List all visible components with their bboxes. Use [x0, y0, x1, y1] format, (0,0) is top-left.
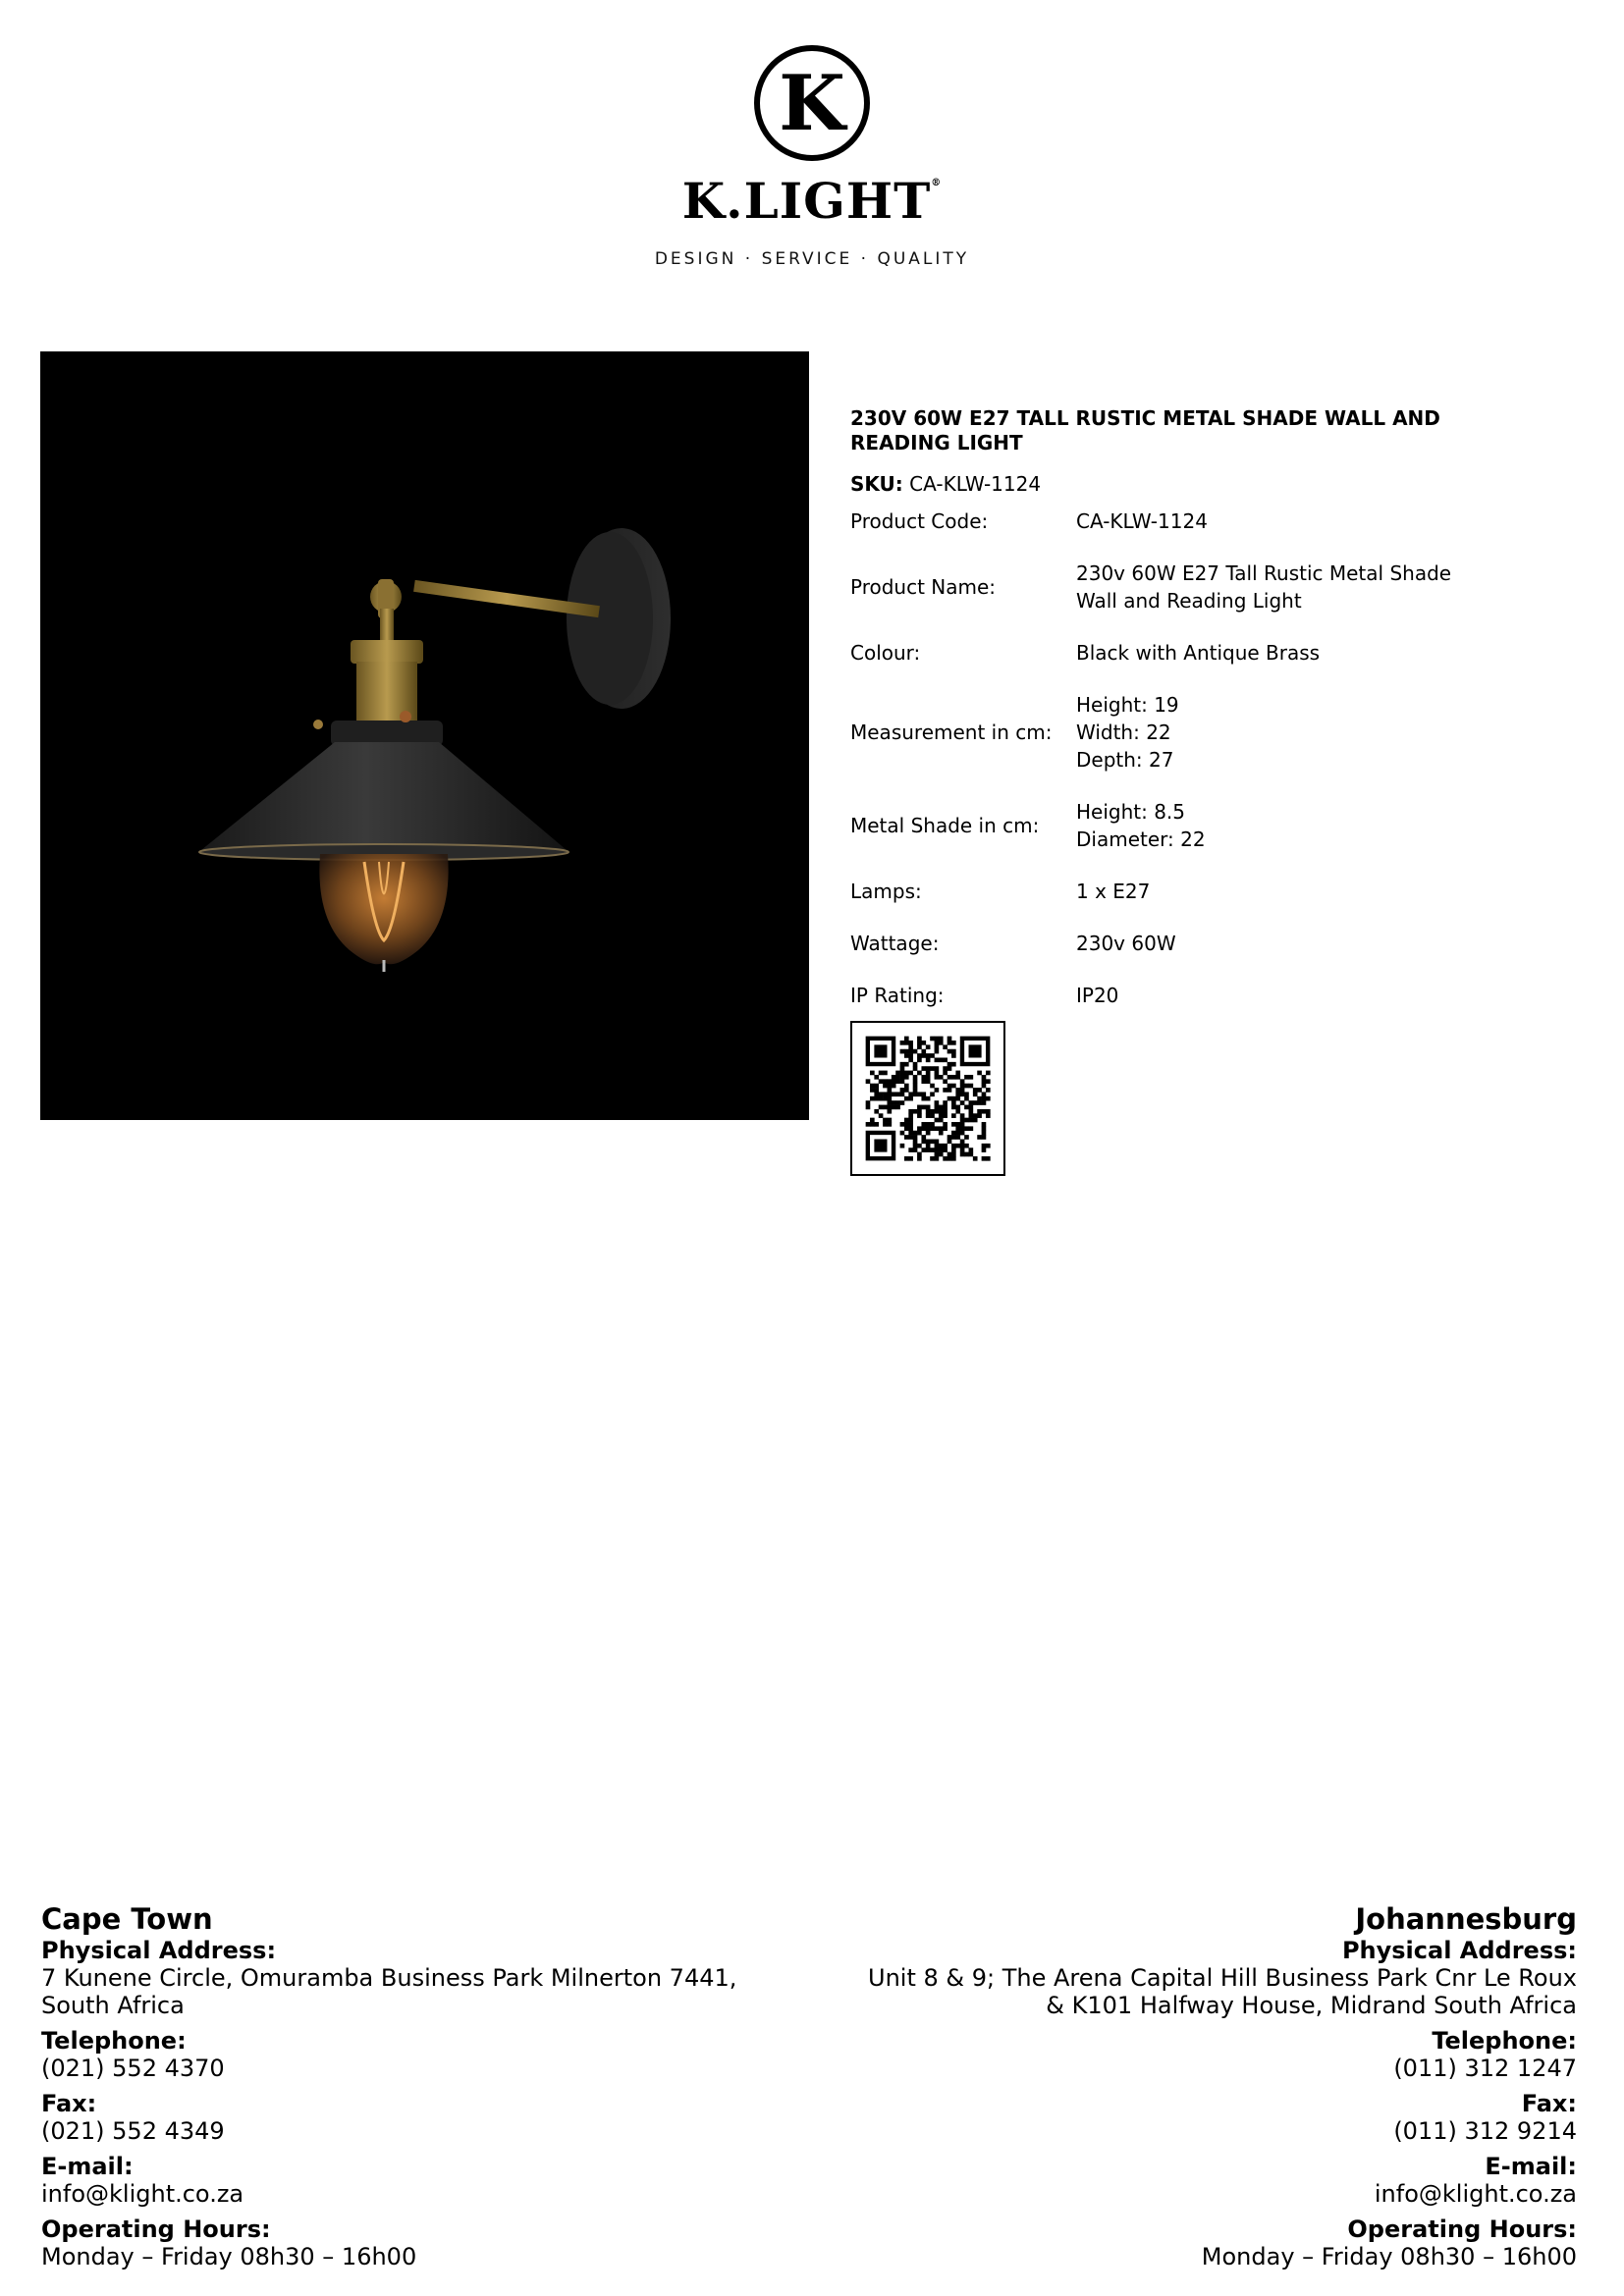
spec-value	[1076, 691, 1451, 774]
sku-label: SKU:	[850, 472, 903, 496]
spec-label: Product Code:	[850, 509, 989, 533]
spec-row-lamps	[850, 878, 1451, 905]
product-details	[850, 406, 1577, 1176]
wall-lamp-illustration	[40, 351, 809, 1120]
spec-value: CA-KLW-1124	[1076, 509, 1208, 533]
spec-row-shade	[850, 798, 1451, 853]
spec-row-colour	[850, 639, 1451, 667]
city-name: Johannesburg	[1355, 1902, 1577, 1936]
spec-value-line: Depth: 27	[1076, 748, 1174, 772]
fax-value: (021) 552 4349	[41, 2117, 225, 2145]
address-label: Physical Address:	[41, 1937, 277, 1964]
address-line: South Africa	[41, 1992, 185, 2019]
hours-value: Monday – Friday 08h30 – 16h00	[1201, 2243, 1577, 2270]
spec-label: IP Rating:	[850, 984, 945, 1007]
email-label: E-mail:	[41, 2153, 134, 2180]
qr-code-icon	[850, 1021, 1005, 1176]
address-line: Unit 8 & 9; The Arena Capital Hill Business Park Cnr Le Roux	[868, 1964, 1577, 1992]
sku-line	[850, 472, 1577, 496]
footer-cape-town	[41, 1903, 827, 2270]
spec-value: Black with Antique Brass	[1076, 641, 1321, 665]
spec-label: Metal Shade in cm:	[850, 814, 1040, 837]
spec-value-line: Width: 22	[1076, 721, 1171, 744]
spec-row-name	[850, 560, 1451, 614]
telephone-label: Telephone:	[41, 2027, 187, 2055]
spec-row-wattage	[850, 930, 1451, 957]
spec-value-line: 230v 60W E27 Tall Rustic Metal Shade	[1076, 561, 1452, 585]
spec-label: Measurement in cm:	[850, 721, 1053, 744]
telephone-value: (011) 312 1247	[1393, 2055, 1577, 2082]
spec-value: 1 x E27	[1076, 880, 1151, 903]
hours-label: Operating Hours:	[41, 2216, 271, 2243]
fax-label: Fax:	[41, 2090, 97, 2117]
brand-name	[0, 172, 1624, 230]
spec-value-line: Height: 8.5	[1076, 800, 1186, 824]
brand-tagline: DESIGN · SERVICE · QUALITY	[654, 249, 970, 269]
city-name: Cape Town	[41, 1902, 213, 1936]
spec-row-ip	[850, 982, 1451, 1009]
sku-value: CA-KLW-1124	[909, 472, 1042, 496]
product-photo	[40, 351, 809, 1120]
spec-label: Lamps:	[850, 880, 922, 903]
spec-value	[1076, 560, 1451, 614]
hours-value: Monday – Friday 08h30 – 16h00	[41, 2243, 417, 2270]
telephone-value: (021) 552 4370	[41, 2055, 225, 2082]
address-line: 7 Kunene Circle, Omuramba Business Park Milnerton 7441,	[41, 1964, 737, 1992]
footer-johannesburg	[791, 1903, 1577, 2270]
hours-label: Operating Hours:	[1347, 2216, 1577, 2243]
spec-value: 230v 60W	[1076, 932, 1176, 955]
spec-label: Colour:	[850, 641, 921, 665]
spec-table	[850, 507, 1451, 1009]
spec-value	[1076, 798, 1451, 853]
spec-value-line: Diameter: 22	[1076, 828, 1206, 851]
spec-value-line: Height: 19	[1076, 693, 1179, 717]
logo-letter: K	[779, 59, 845, 148]
email-value: info@klight.co.za	[41, 2180, 244, 2208]
spec-value: IP20	[1076, 984, 1119, 1007]
spec-row-code	[850, 507, 1451, 535]
fax-value: (011) 312 9214	[1393, 2117, 1577, 2145]
spec-label: Wattage:	[850, 932, 940, 955]
registered-mark: ®	[931, 178, 943, 188]
spec-label: Product Name:	[850, 575, 997, 599]
telephone-label: Telephone:	[1432, 2027, 1577, 2055]
product-title: 230V 60W E27 TALL RUSTIC METAL SHADE WALL AND READING LIGHT	[850, 406, 1440, 454]
brand-name-text: K.LIGHT	[681, 172, 932, 230]
address-line: & K101 Halfway House, Midrand South Africa	[1046, 1992, 1577, 2019]
k-logo-icon	[752, 43, 872, 163]
fax-label: Fax:	[1521, 2090, 1577, 2117]
email-label: E-mail:	[1485, 2153, 1577, 2180]
spec-value-line: Wall and Reading Light	[1076, 589, 1302, 613]
address-label: Physical Address:	[1341, 1937, 1577, 1964]
spec-row-measurement	[850, 691, 1451, 774]
email-value: info@klight.co.za	[1374, 2180, 1577, 2208]
brand-header	[0, 43, 1624, 269]
